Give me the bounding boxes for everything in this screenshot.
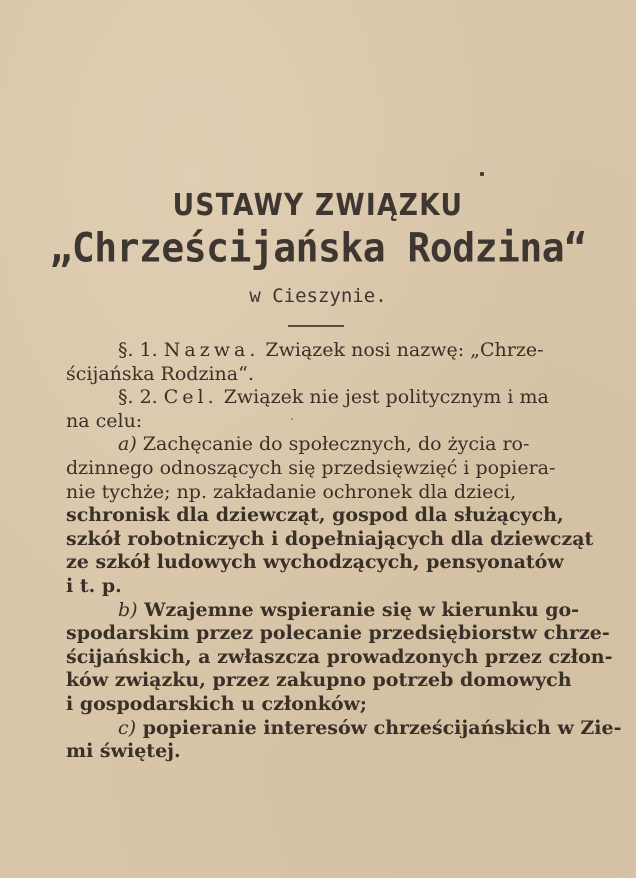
point-b-label: b) (118, 598, 138, 621)
point-a-line-3: nie tychże; np. zakładanie ochronek dla dzieci, (66, 480, 517, 503)
section-2-text: Związek nie jest politycznym i ma (223, 386, 549, 409)
point-c-line-1: c) popieranie interesów chrześcijańskich w Zie- (118, 716, 622, 739)
title-divider (288, 325, 344, 327)
point-b-line-3: ścijańskich, a zwłaszcza prowadzonych przez człon- (66, 645, 613, 668)
section-1-heading: Nazwa. (163, 339, 260, 361)
point-a-line-7: i t. p. (66, 574, 122, 597)
point-a-line-4: schronisk dla dziewcząt, gospod dla służących, (66, 504, 564, 527)
point-b-line-4: ków związku, przez zakupno potrzeb domowych (66, 669, 572, 692)
point-c-label: c) (118, 716, 137, 739)
point-a-line-1: a) Zachęcanie do społecznych, do życia ro- (118, 433, 530, 456)
point-b-line-1: b) Wzajemne wspieranie się w kierunku go- (118, 598, 580, 621)
section-1-line-1 (66, 339, 570, 363)
section-1-line-2: ścijańska Rodzina“. (66, 362, 254, 385)
point-a-label: a) (118, 433, 137, 456)
ink-speck (480, 172, 484, 176)
point-a-line-5: szkół robotniczych i dopełniających dla dziewcząt (66, 527, 594, 550)
section-1-number: §. 1. (118, 339, 158, 361)
point-c-line-2: mi świętej. (66, 740, 181, 763)
section-2-heading: Cel. (163, 386, 218, 409)
document-subtitle: w Cieszynie. (249, 285, 387, 307)
document-body (66, 339, 622, 764)
section-2-number: §. 2. (118, 386, 158, 409)
point-a-line-2: dzinnego odnoszących się przedsięwzięć i popiera- (66, 456, 556, 479)
document-title: „Chrześcijańska Rodzina“ (49, 224, 587, 272)
section-1-text: Związek nosi nazwę: „Chrze- (265, 339, 544, 361)
document-heading: USTAWY ZWIĄZKU (172, 188, 464, 223)
point-b-line-2: spodarskim przez polecanie przedsiębiorstw chrze- (66, 622, 610, 645)
section-2-line-2: na celu: (66, 409, 143, 432)
point-b-line-5: i gospodarskich u członków; (66, 692, 367, 715)
section-2-line-1 (66, 386, 570, 410)
point-a-line-6: ze szkół ludowych wychodzących, pensyonatów (66, 551, 564, 574)
